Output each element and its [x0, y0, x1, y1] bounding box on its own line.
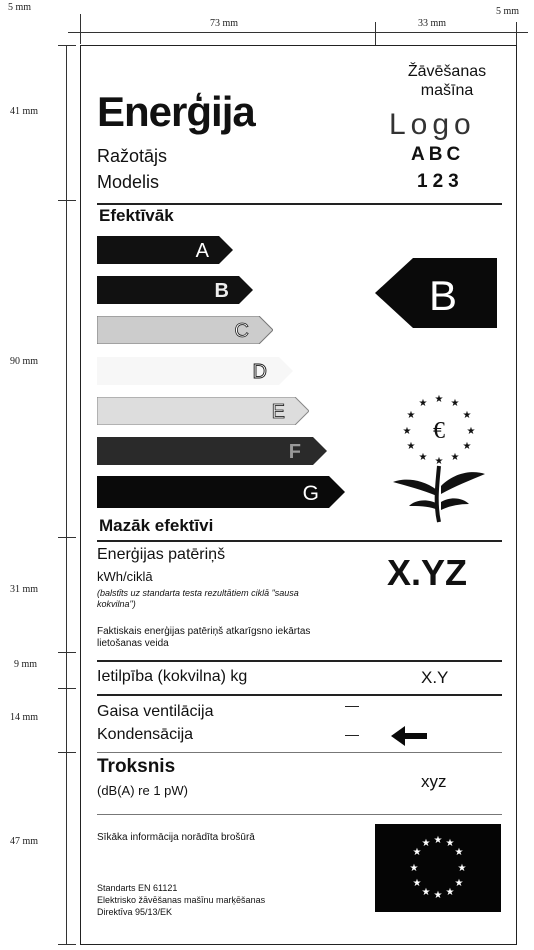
rating-letter: B: [428, 272, 458, 319]
energy-class-e-letter: E: [271, 401, 285, 423]
manufacturer-value: ABC: [411, 144, 465, 165]
svg-text:★: ★: [433, 890, 443, 901]
eu-ecolabel-flower-icon: [389, 386, 489, 531]
svg-text:€: €: [433, 418, 445, 444]
svg-text:★: ★: [433, 835, 443, 846]
dim-tick: [58, 944, 76, 945]
dim-top-5mm-left: 5 mm: [8, 2, 32, 13]
dim-side-line: [66, 45, 67, 945]
dim-tick: [516, 22, 517, 46]
energy-class-c-bar: [97, 316, 273, 344]
energy-class-b-bar: [97, 276, 253, 304]
capacity-value: X.Y: [421, 668, 449, 687]
svg-text:★: ★: [412, 847, 422, 858]
consumption-label: Enerģijas patēriņš: [97, 546, 226, 563]
svg-text:★: ★: [421, 838, 431, 849]
svg-text:★: ★: [402, 426, 412, 437]
capacity-label: Ietilpība (kokvilna) kg: [97, 668, 248, 685]
consumption-unit: kWh/ciklā: [97, 569, 153, 584]
svg-text:★: ★: [466, 426, 476, 437]
condensation-label: Kondensācija: [97, 726, 194, 743]
svg-text:★: ★: [418, 452, 428, 463]
dim-top-line: [68, 32, 528, 33]
dim-tick: [58, 688, 76, 689]
dim-top-5mm-right: 5 mm: [496, 6, 520, 17]
energy-class-f-letter: F: [288, 441, 301, 463]
standard-text: Standarts EN 61121: [97, 883, 178, 893]
more-efficient-label: Efektīvāk: [99, 206, 174, 225]
label-title: Enerģija: [97, 88, 255, 135]
dim-tick: [58, 200, 76, 201]
noise-unit: (dB(A) re 1 pW): [97, 783, 189, 798]
ventilation-dash: —: [345, 697, 359, 713]
directive-text-line1: Elektrisko žāvēšanas mašīnu marķēšanas: [97, 895, 266, 905]
svg-text:★: ★: [445, 838, 455, 849]
dim-side-14mm: 14 mm: [10, 712, 39, 723]
dim-tick: [375, 22, 376, 46]
dim-side-41mm: 41 mm: [10, 106, 39, 117]
energy-class-g-bar: [97, 476, 345, 504]
section-divider: [97, 694, 502, 696]
model-value: 123: [417, 171, 464, 192]
dim-side-31mm: 31 mm: [10, 584, 39, 595]
ventilation-label: Gaisa ventilācija: [97, 703, 214, 720]
section-divider: [97, 540, 502, 542]
svg-text:★: ★: [445, 887, 455, 898]
less-efficient-label: Mazāk efektīvi: [99, 516, 214, 535]
rating-arrow: [375, 258, 497, 333]
svg-text:★: ★: [421, 887, 431, 898]
dim-tick: [58, 45, 76, 46]
svg-text:★: ★: [406, 441, 416, 452]
appliance-type: Žāvēšanas mašīna: [407, 63, 487, 99]
energy-label: [80, 45, 517, 945]
condensation-dash: —: [345, 726, 359, 742]
svg-text:★: ★: [450, 452, 460, 463]
svg-text:★: ★: [434, 394, 444, 405]
energy-class-d-bar: [97, 357, 293, 385]
dim-top-33mm: 33 mm: [418, 18, 447, 29]
energy-class-e-bar: [97, 397, 309, 425]
directive-text-line2: Direktīva 95/13/EK: [97, 907, 173, 917]
manufacturer-label: Ražotājs: [97, 146, 168, 166]
energy-class-g-letter: G: [302, 482, 319, 505]
svg-text:★: ★: [450, 398, 460, 409]
noise-value: xyz: [421, 772, 447, 791]
svg-text:★: ★: [434, 456, 444, 467]
dim-tick: [58, 752, 76, 753]
energy-class-b-letter: B: [214, 280, 229, 302]
header-divider: [97, 203, 502, 205]
section-divider: [97, 752, 502, 753]
svg-text:★: ★: [412, 878, 422, 889]
eu-flag-icon: [375, 824, 501, 917]
consumption-actual-note: Faktiskais enerģijas patēriņš atkarīgsno iekārtas lietošanas veida: [97, 626, 311, 649]
dim-side-47mm: 47 mm: [10, 836, 39, 847]
energy-class-a-letter: A: [195, 240, 209, 262]
dim-tick: [58, 652, 76, 653]
section-divider: [97, 660, 502, 662]
noise-label: Troksnis: [97, 756, 176, 777]
energy-class-a-bar: [97, 236, 233, 264]
consumption-note: (balstīts uz standarta testa rezultātiem ciklā "sausa kokvilna"): [97, 588, 299, 609]
dim-tick: [58, 537, 76, 538]
svg-text:★: ★: [462, 441, 472, 452]
consumption-value: X.YZ: [387, 552, 468, 593]
brand-logo: Logo: [389, 108, 476, 141]
svg-text:★: ★: [457, 863, 467, 874]
energy-class-c-letter: C: [234, 320, 249, 342]
svg-text:★: ★: [454, 878, 464, 889]
info-note: Sīkāka informācija norādīta brošūrā: [97, 832, 255, 843]
dim-tick: [80, 14, 81, 44]
svg-text:★: ★: [409, 863, 419, 874]
energy-class-f-bar: [97, 437, 327, 465]
model-label: Modelis: [97, 172, 160, 192]
svg-text:★: ★: [454, 847, 464, 858]
dim-side-9mm: 9 mm: [14, 659, 38, 670]
condensation-selected-arrow-icon: [391, 726, 431, 751]
svg-text:★: ★: [462, 410, 472, 421]
section-divider: [97, 814, 502, 815]
energy-class-d-letter: D: [252, 361, 267, 383]
dim-top-73mm: 73 mm: [210, 18, 239, 29]
svg-text:★: ★: [406, 410, 416, 421]
dim-side-90mm: 90 mm: [10, 356, 39, 367]
svg-text:★: ★: [418, 398, 428, 409]
